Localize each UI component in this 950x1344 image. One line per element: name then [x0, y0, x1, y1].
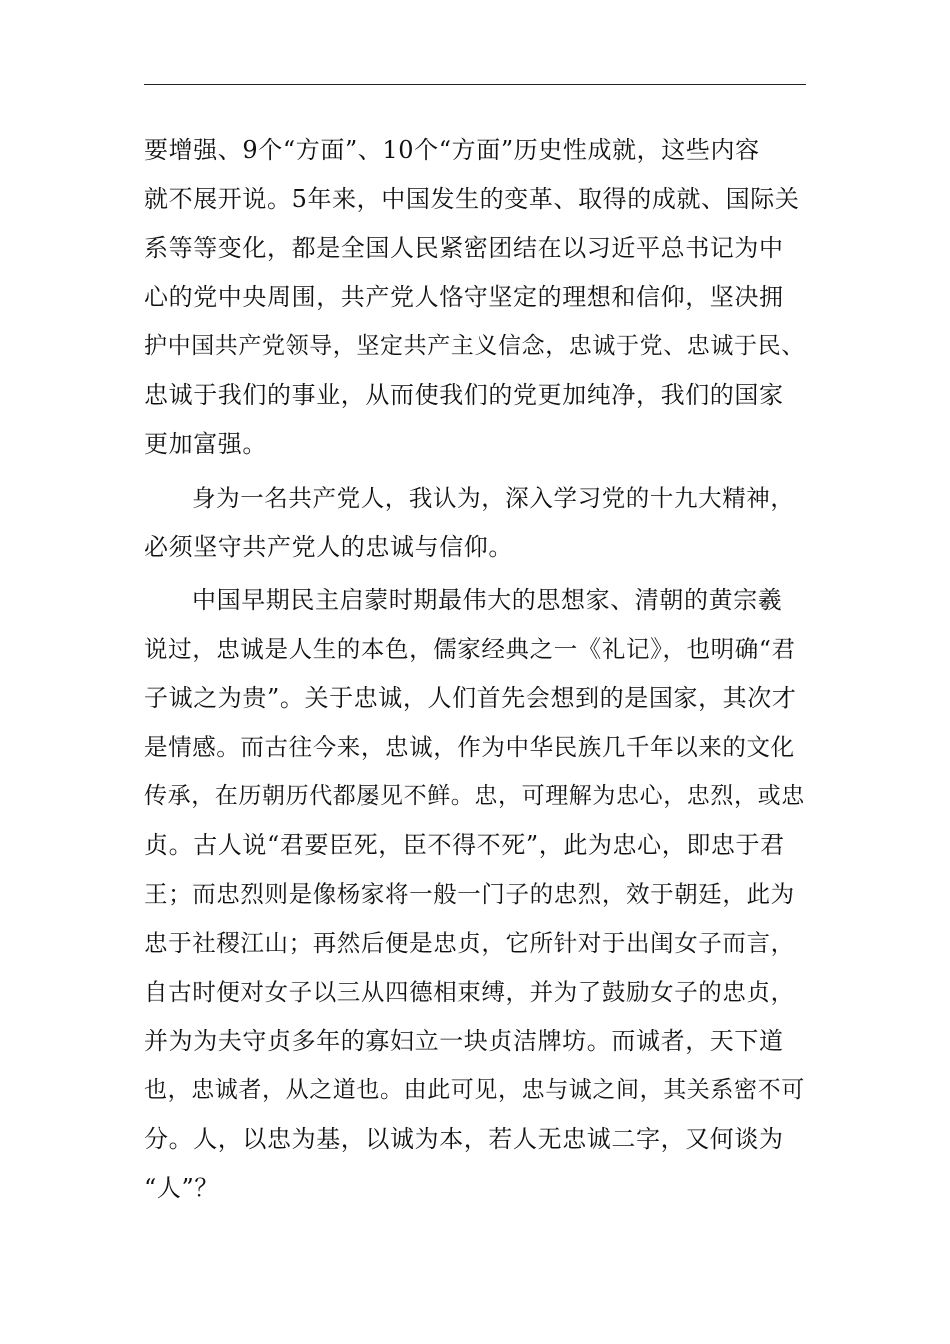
paragraph-3-line-7: 王；而忠烈则是像杨家将一般一门子的忠烈，效于朝廷，此为	[144, 880, 795, 908]
paragraph-3-line-4: 是情感。而古往今来，忠诚，作为中华民族几千年以来的文化	[144, 733, 795, 761]
paragraph-3-line-13: “人”？	[144, 1174, 219, 1202]
paragraph-1-line-3: 系等等变化，都是全国人民紧密团结在以习近平总书记为中	[144, 234, 784, 262]
paragraph-3-line-11: 也，忠诚者，从之道也。由此可见，忠与诚之间，其关系密不可	[144, 1077, 805, 1103]
paragraph-3-line-10: 并为为夫守贞多年的寡妇立一块贞洁牌坊。而诚者，天下道	[144, 1027, 784, 1055]
paragraph-3-line-6: 贞。古人说“君要臣死，臣不得不死”，此为忠心，即忠于君	[144, 831, 785, 859]
paragraph-1-line-5: 护中国共产党领导，坚定共产主义信念，忠诚于党、忠诚于民、	[144, 333, 805, 359]
paragraph-3-line-2: 说过，忠诚是人生的本色，儒家经典之一《礼记》，也明确“君	[144, 635, 796, 663]
paragraph-2-line-1: 身为一名共产党人，我认为，深入学习党的十九大精神，	[192, 484, 795, 512]
paragraph-3-line-1: 中国早期民主启蒙时期最伟大的思想家、清朝的黄宗羲	[192, 586, 783, 614]
paragraph-1-line-2: 就不展开说。5年来，中国发生的变革、取得的成就、国际关	[144, 185, 800, 213]
paragraph-1-line-6: 忠诚于我们的事业，从而使我们的党更加纯净，我们的国家	[144, 381, 784, 409]
paragraph-1-line-4: 心的党中央周围，共产党人恪守坚定的理想和信仰，坚决拥	[144, 283, 784, 311]
paragraph-2-line-2: 必须坚守共产党人的忠诚与信仰。	[144, 533, 513, 561]
header-rule	[144, 84, 806, 85]
paragraph-3-line-5: 传承，在历朝历代都屡见不鲜。忠，可理解为忠心，忠烈，或忠	[144, 783, 805, 809]
paragraph-1-line-1: 要增强、9个“方面”、10个“方面”历史性成就，这些内容	[144, 136, 760, 164]
paragraph-3-line-8: 忠于社稷江山；再然后便是忠贞，它所针对于出闺女子而言，	[144, 929, 795, 957]
paragraph-1-line-7: 更加富强。	[144, 430, 267, 458]
paragraph-3-line-3: 子诚之为贵”。关于忠诚，人们首先会想到的是国家，其次才	[144, 684, 797, 712]
paragraph-3-line-9: 自古时便对女子以三从四德相束缚，并为了鼓励女子的忠贞，	[144, 978, 795, 1006]
paragraph-3-line-12: 分。人，以忠为基，以诚为本，若人无忠诚二字，又何谈为	[144, 1125, 784, 1153]
